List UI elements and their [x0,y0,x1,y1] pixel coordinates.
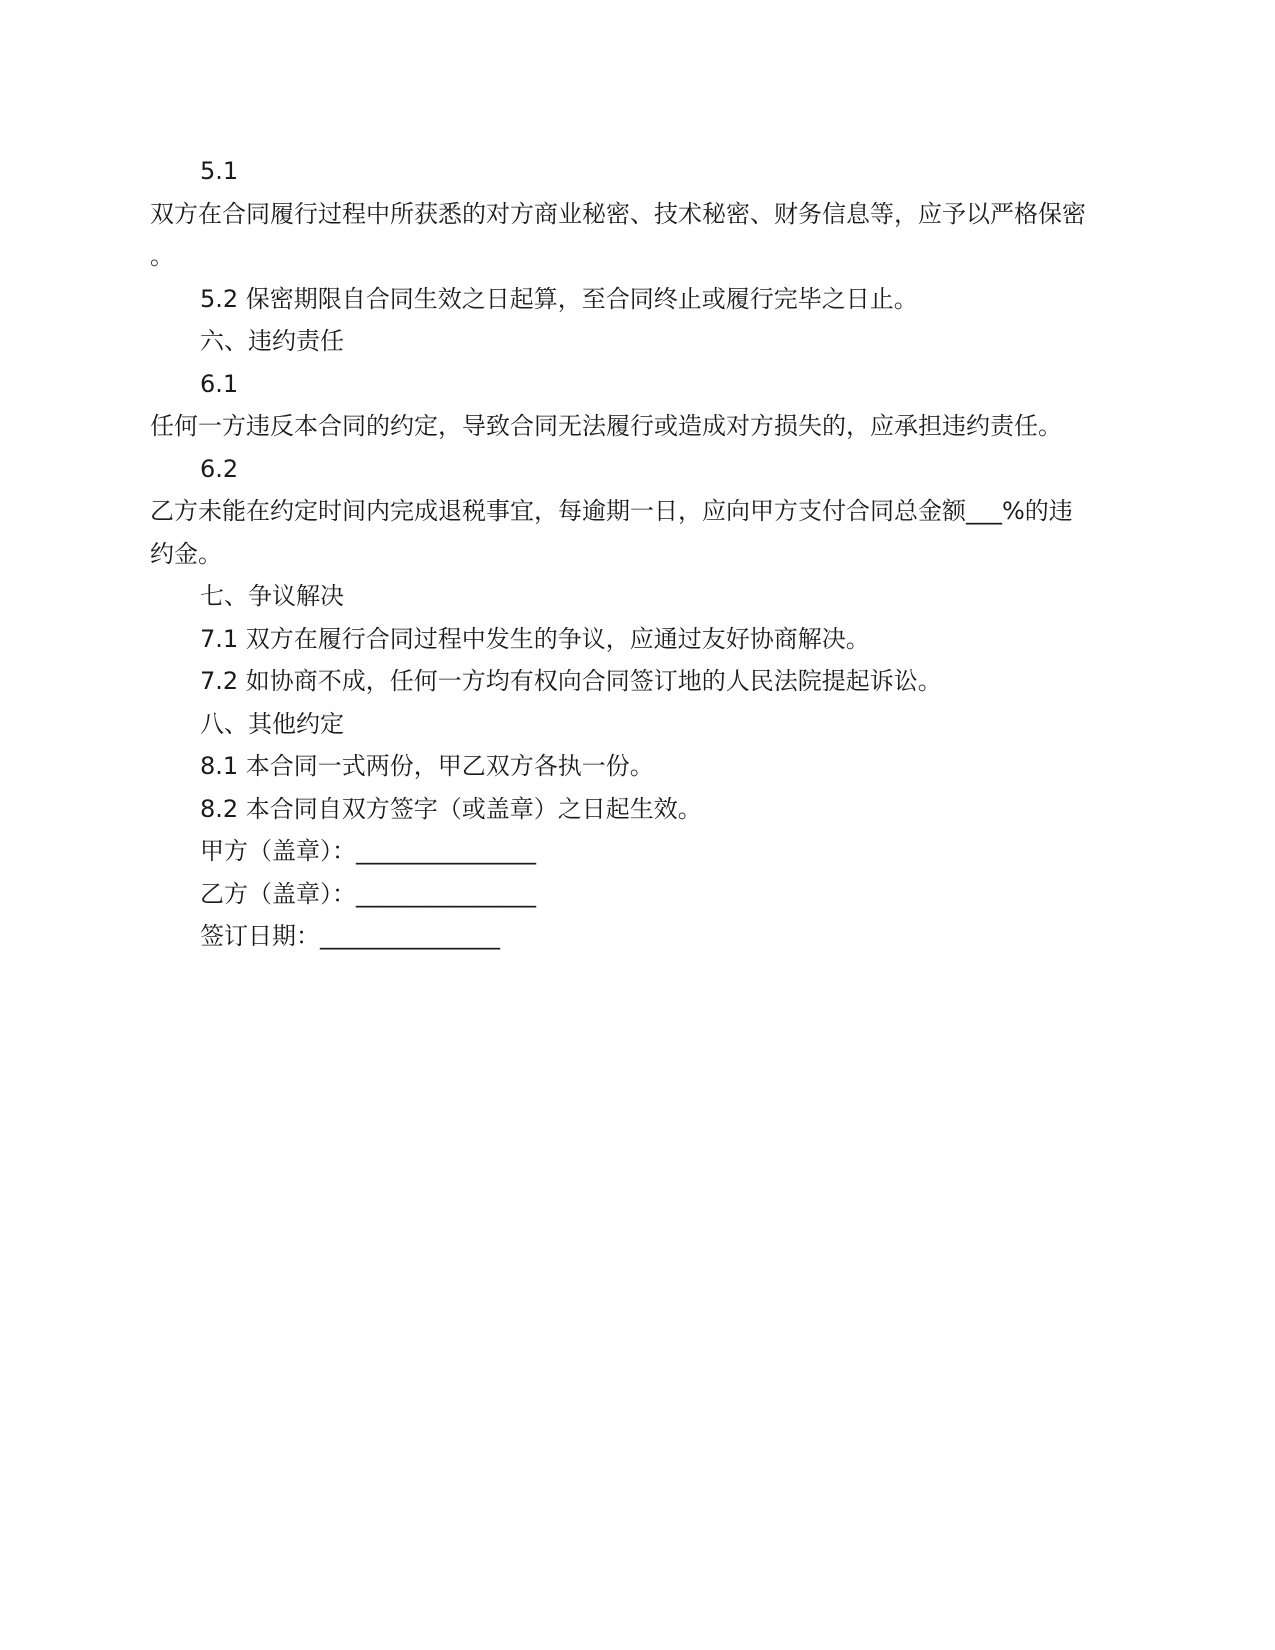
clause-7-2: 7.2 如协商不成，任何一方均有权向合同签订地的人民法院提起诉讼。 [200,667,942,695]
section-7-heading: 七、争议解决 [200,582,344,610]
clause-6-2-number: 6.2 [200,454,239,483]
signing-date-line: 签订日期：_______________ [200,922,500,950]
clause-6-1-number: 6.1 [200,369,239,398]
party-b-signature-line: 乙方（盖章）：_______________ [200,879,536,908]
section-8-heading: 八、其他约定 [200,709,344,738]
clause-7-1: 7.1 双方在履行合同过程中发生的争议，应通过友好协商解决。 [200,624,870,653]
document-page [150,150,1130,958]
clause-5-1-number: 5.1 [200,157,239,185]
clause-6-2-text-end: 约金。 [150,539,222,568]
clause-5-2: 5.2 保密期限自合同生效之日起算，至合同终止或履行完毕之日止。 [200,284,918,313]
clause-6-1-text: 任何一方违反本合同的约定，导致合同无法履行或造成对方损失的，应承担违约责任。 [150,412,1062,440]
clause-8-1: 8.1 本合同一式两份，甲乙双方各执一份。 [200,752,654,780]
clause-5-1-text-end: 。 [150,242,174,270]
section-6-heading: 六、违约责任 [200,327,344,355]
clause-5-1-text: 双方在合同履行过程中所获悉的对方商业秘密、技术秘密、财务信息等，应予以严格保密 [150,199,1086,228]
clause-6-2-text: 乙方未能在约定时间内完成退税事宜，每逾期一日，应向甲方支付合同总金额___%的违 [150,497,1073,525]
clause-8-2: 8.2 本合同自双方签字（或盖章）之日起生效。 [200,794,702,823]
party-a-signature-line: 甲方（盖章）：_______________ [200,837,536,865]
